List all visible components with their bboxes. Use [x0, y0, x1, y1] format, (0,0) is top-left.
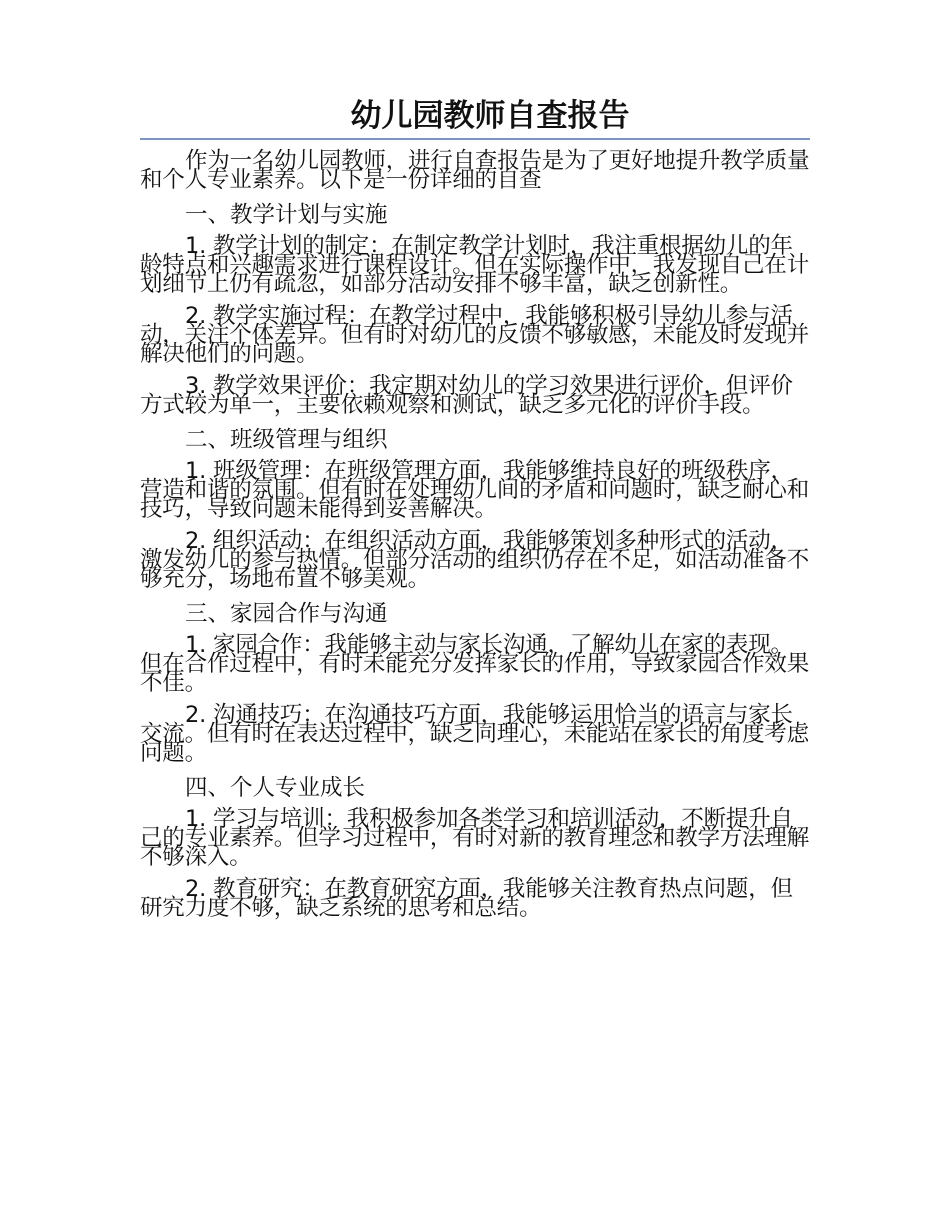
- paragraph-teaching-evaluation: 3. 教学效果评价：我定期对幼儿的学习效果进行评价，但评价方式较为单一，主要依赖观察和测试，缺乏多元化的评价手段。: [140, 373, 793, 418]
- section-heading-home-cooperation: 三、家园合作与沟通: [185, 601, 388, 627]
- paragraph-learning-training: 1. 学习与培训：我积极参加各类学习和培训活动，不断提升自己的专业素养。但学习过程中，有时对新的教育理念和教学方法理解不够深入。: [140, 806, 810, 870]
- paragraph-class-management: 1. 班级管理：在班级管理方面，我能够维持良好的班级秩序，营造和谐的氛围。但有时在处理幼儿间的矛盾和问题时，缺乏耐心和技巧，导致问题未能得到妥善解决。: [140, 458, 810, 522]
- document-title: 幼儿园教师自查报告: [350, 98, 630, 134]
- title-underline: [140, 138, 810, 140]
- section-heading-class-management: 二、班级管理与组织: [185, 427, 388, 453]
- document-page: [140, 96, 810, 931]
- paragraph-teaching-plan: 1. 教学计划的制定：在制定教学计划时，我注重根据幼儿的年龄特点和兴趣需求进行课程设计。但在实际操作中，我发现自己在计划细节上仍有疏忽，如部分活动安排不够丰富，缺乏创新性。: [140, 233, 810, 297]
- intro-paragraph: 作为一名幼儿园教师，进行自查报告是为了更好地提升教学质量和个人专业素养。以下是一份详细的自查: [140, 148, 810, 193]
- paragraph-home-cooperation: 1. 家园合作：我能够主动与家长沟通，了解幼儿在家的表现。但在合作过程中，有时未能充分发挥家长的作用，导致家园合作效果不佳。: [140, 632, 810, 696]
- paragraph-teaching-process: 2. 教学实施过程：在教学过程中，我能够积极引导幼儿参与活动，关注个体差异。但有时对幼儿的反馈不够敏感，未能及时发现并解决他们的问题。: [140, 303, 810, 367]
- section-heading-professional-growth: 四、个人专业成长: [185, 775, 366, 801]
- section-heading-teaching: 一、教学计划与实施: [185, 202, 388, 228]
- paragraph-communication-skills: 2. 沟通技巧：在沟通技巧方面，我能够运用恰当的语言与家长交流。但有时在表达过程中，缺乏同理心，未能站在家长的角度考虑问题。: [140, 702, 810, 766]
- paragraph-education-research: 2. 教育研究：在教育研究方面，我能够关注教育热点问题，但研究力度不够，缺乏系统的思考和总结。: [140, 876, 793, 921]
- paragraph-organize-activities: 2. 组织活动：在组织活动方面，我能够策划多种形式的活动，激发幼儿的参与热情。但部分活动的组织仍存在不足，如活动准备不够充分，场地布置不够美观。: [140, 528, 810, 592]
